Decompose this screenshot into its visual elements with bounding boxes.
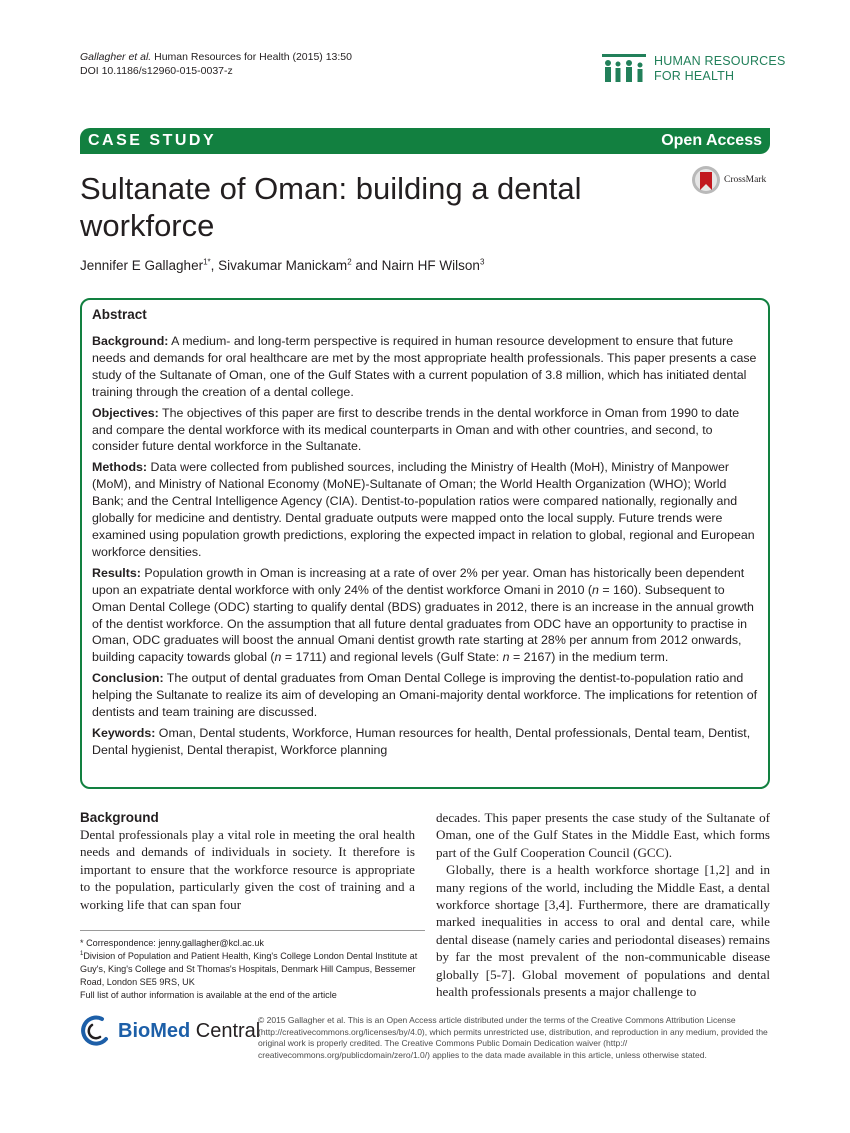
publisher-name <box>118 1020 260 1043</box>
abstract-results-n-2: n <box>274 650 282 665</box>
abstract-methods-text: Data were collected from published sources, including the Ministry of Health (MoH), Ministry of Manpower (MoM), and Ministry of National Economy (MoNE)-Sultanate of Oman; the World Health Organization (WHO); World Bank; and the Central Intelligence Agency (CIA). Dentist-to-population ratios were compared nationally, regionally and globally for medicine and dentistry. Dental graduate outputs were mapped onto the local supply. Future trends were examined using population growth predictions, exploring the expected impact in relation to global, regional and European workforce densities. <box>92 460 755 559</box>
abstract-results-n-1: n <box>592 582 599 597</box>
crossmark-label: CrossMark <box>724 175 767 185</box>
abstract-objectives <box>92 405 759 456</box>
citation-authors: Gallagher et al. <box>80 51 152 63</box>
abstract-keywords <box>92 725 759 759</box>
publisher-name-rest: Central <box>190 1019 261 1042</box>
author-2[interactable]: , Sivakumar Manickam <box>210 258 348 273</box>
abstract-objectives-text: The objectives of this paper are first to describe trends in the dental workforce in Oman from 1990 to date and compare the dental workforce with its medical counterparts in Oman and with other countries, and second, to consider future dental workforce in the Sultanate. <box>92 405 740 454</box>
section-heading-background: Background <box>80 810 159 825</box>
abstract-keywords-text: Oman, Dental students, Workforce, Human resources for health, Dental professionals, Dental team, Dentist, Dental hygienist, Dental therapist, Workforce planning <box>92 725 751 757</box>
abstract-keywords-label: Keywords: <box>92 725 156 740</box>
abstract-conclusion <box>92 670 759 721</box>
journal-logo[interactable] <box>602 54 786 84</box>
author-3-affiliation: 3 <box>479 257 485 267</box>
article-type-banner <box>80 128 770 154</box>
abstract-conclusion-label: Conclusion: <box>92 671 164 686</box>
author-1-affiliation: 1* <box>203 257 211 267</box>
crossmark-badge[interactable] <box>691 165 766 195</box>
abstract-results-text-4: = 2167) in the medium term. <box>509 650 669 665</box>
people-group-icon <box>602 54 646 84</box>
abstract-methods <box>92 459 759 560</box>
author-1[interactable]: Jennifer E Gallagher <box>80 258 204 273</box>
author-list <box>80 258 484 273</box>
biomed-central-logo-icon <box>80 1015 112 1047</box>
affiliation-text: Division of Population and Patient Health, King's College London Dental Institute at Guy's, King's College and St Thomas's Hospitals, Denmark Hill Campus, Bessemer Road, London SE5 9RS, UK <box>80 951 418 987</box>
affiliation-note <box>80 950 425 989</box>
article-title: Sultanate of Oman: building a dental workforce <box>80 171 582 243</box>
publisher-name-bold: BioMed <box>118 1019 191 1042</box>
abstract-results-text-1: Population growth in Oman is increasing at a rate of over 2% per year. Oman has historically been dependent upon an expatriate dental workforce with only 24% of the dentist workforce Omani in 2010 ( <box>92 565 745 597</box>
body-paragraph-2: decades. This paper presents the case study of the Sultanate of Oman, one of the Gulf States in the Middle East, which forms part of the Gulf Cooperation Council (GCC). <box>436 810 770 860</box>
abstract-heading: Abstract <box>92 307 147 322</box>
abstract-results-label: Results: <box>92 565 141 580</box>
full-author-info-note: Full list of author information is available at the end of the article <box>80 990 337 1000</box>
abstract-background-label: Background: <box>92 334 169 348</box>
doi-line: DOI 10.1186/s12960-015-0037-z <box>80 65 233 77</box>
running-head <box>80 50 352 78</box>
abstract-objectives-label: Objectives: <box>92 405 159 420</box>
abstract-background <box>92 333 759 401</box>
abstract-results-text-3: = 1711) and regional levels (Gulf State: <box>281 650 503 665</box>
author-2-affiliation: 2 <box>347 257 352 267</box>
footnotes <box>80 930 425 1002</box>
body-paragraph-1: Dental professionals play a vital role in meeting the oral health needs and demands of individuals in society. It therefore is important to ensure that the workforce resource is appropriate to the population, particularly given the cost of training and a working life that can span four <box>80 827 415 912</box>
open-access-label: Open Access <box>661 132 762 149</box>
abstract-background-text: A medium- and long-term perspective is required in human resource development to ensure that future needs and demands for oral healthcare are met by the most appropriate health professionals. This paper presents a case study of the Sultanate of Oman, one of the Gulf States with a current population of 3.8 million, which has initiated dental training through the creation of a dental college. <box>92 334 757 399</box>
abstract-results-n-3: n <box>502 650 510 665</box>
journal-name-line2: FOR HEALTH <box>654 69 735 83</box>
publisher-logo[interactable] <box>80 1015 260 1047</box>
citation-line <box>80 50 352 64</box>
body-column-right <box>436 809 770 1000</box>
crossmark-icon <box>691 165 721 195</box>
abstract-methods-label: Methods: <box>92 460 148 475</box>
body-paragraph-3: Globally, there is a health workforce shortage [1,2] and in many regions of the world, including the Middle East, a dental workforce shortage [3,4]. Furthermore, there are dramatically marked inequalities in access to oral and dental care, while dental disease (namely caries and periodontal diseases) remains by far the most prevalent of the non-communicable disease globally [5-7]. Global movement of populations and dental health professionals presents a major challenge to <box>436 862 770 1000</box>
affiliation-number: 1 <box>80 950 84 957</box>
author-3[interactable]: and Nairn HF Wilson <box>351 258 480 273</box>
body-column-left <box>80 809 415 913</box>
journal-name-line1: HUMAN RESOURCES <box>654 54 786 68</box>
citation-rest: Human Resources for Health (2015) 13:50 <box>151 51 352 63</box>
journal-name <box>654 54 786 84</box>
article-type: CASE STUDY <box>88 132 217 149</box>
correspondence-note[interactable]: * Correspondence: jenny.gallagher@kcl.ac.uk <box>80 938 264 948</box>
abstract-results <box>92 565 759 666</box>
abstract-box <box>80 298 770 789</box>
abstract-results-text-2: = 160). Subsequent to Oman Dental College (ODC) starting to qualify dental (BDS) graduates in 2012, there is an increase in the annual growth of the dentist workforce. On the assumption that all future dental graduates from ODC have an opportunity to practise in Oman, ODC graduates will boost the annual Omani dentist growth rate starting at 28% per annum from 2012 onwards, building capacity towards global ( <box>92 582 754 665</box>
license-statement: © 2015 Gallagher et al. This is an Open Access article distributed under the terms of the Creative Commons Attribution License (http://creativecommons.org/licenses/by/4.0), which permits unrestricted use, distribution, and reproduction in any medium, provided the original work is properly credited. The Creative Commons Public Domain Dedication waiver (http:// creativecommons.org/publicdomain/zero/1.0/) applies to the data made available in this article, unless otherwise stated. <box>258 1015 768 1060</box>
abstract-conclusion-text: The output of dental graduates from Oman Dental College is improving the dentist-to-population ratio and helping the Sultanate to realize its aim of developing an Omani-majority dental workforce. The implications for retention of dentists and team training are discussed. <box>92 671 758 720</box>
